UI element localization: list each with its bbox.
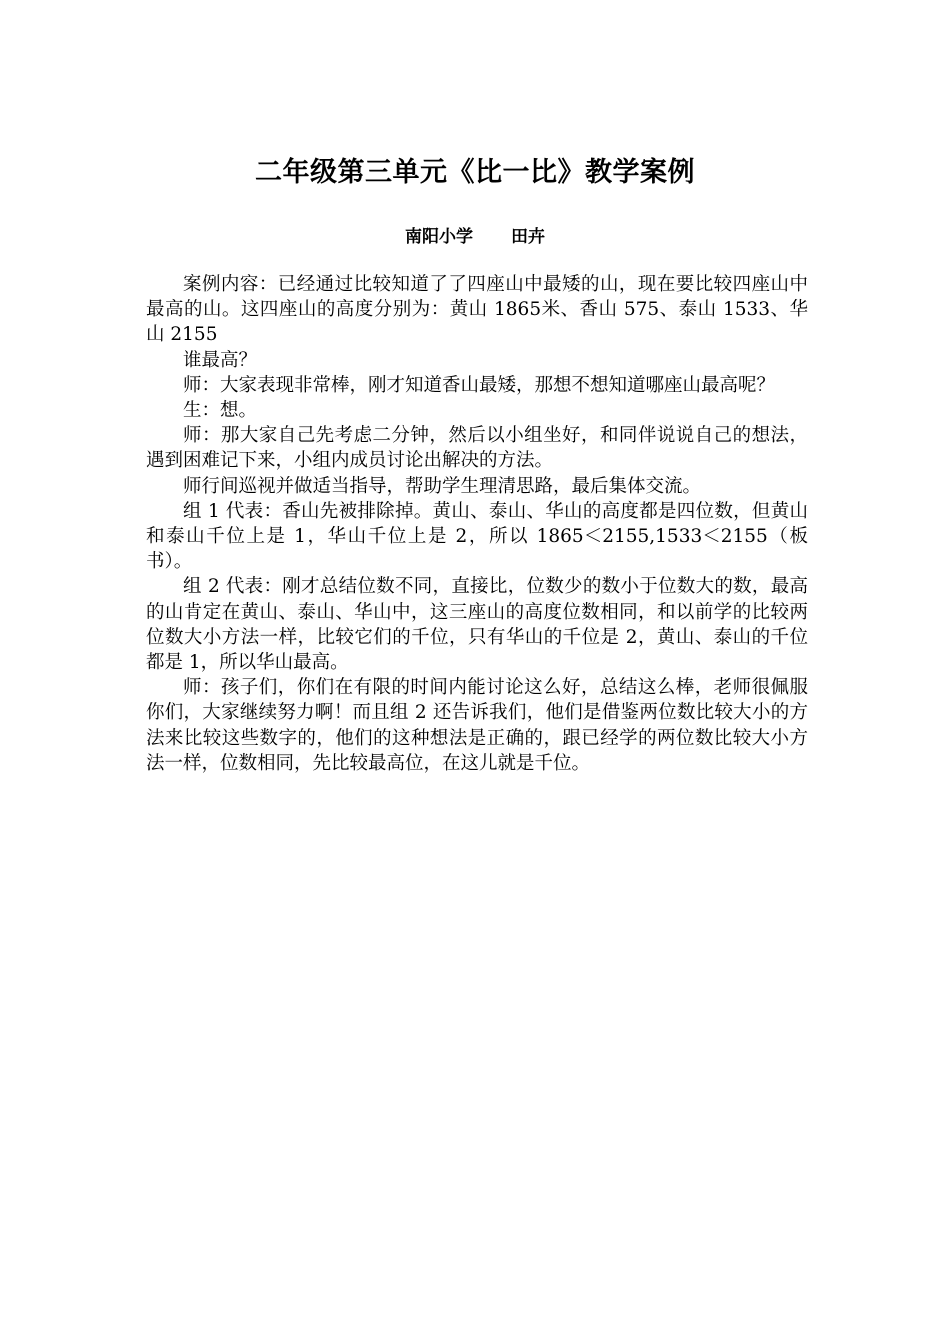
document-body	[146, 272, 808, 776]
paragraph-teacher-1: 师：大家表现非常棒，刚才知道香山最矮，那想不想知道哪座山最高呢？	[183, 374, 776, 396]
byline-author: 田卉	[511, 227, 545, 247]
document-title: 二年级第三单元《比一比》教学案例	[255, 157, 695, 188]
paragraph-teacher-3: 师行间巡视并做适当指导，帮助学生理清思路，最后集体交流。	[183, 475, 702, 497]
paragraph-case-content: 案例内容：已经通过比较知道了了四座山中最矮的山，现在要比较四座山中最高的山。这四座山的高度分别为：黄山 1865米、香山 575、泰山 1533、华山 2155	[146, 274, 808, 346]
paragraph-question: 谁最高？	[183, 349, 258, 371]
byline	[0, 224, 950, 250]
paragraph-group-1: 组 1 代表：香山先被排除掉。黄山、泰山、华山的高度都是四位数，但黄山和泰山千位上是 1，华山千位上是 2，所以 1865＜2155,1533＜2155（板书）。	[146, 500, 808, 573]
paragraph-student: 生：想。	[183, 400, 258, 422]
paragraph-group-2: 组 2 代表：刚才总结位数不同，直接比，位数少的数小于位数大的数，最高的山肯定在黄山、泰山、华山中，这三座山的高度位数相同，和以前学的比较两位数大小方法一样，比较它们的千位，只有华山的千位是 2，黄山、泰山的千位都是 1，所以华山最高。	[146, 576, 808, 674]
byline-school: 南阳小学	[405, 227, 473, 247]
paragraph-teacher-2: 师：那大家自己先考虑二分钟，然后以小组坐好，和同伴说说自己的想法，遇到困难记下来，小组内成员讨论出解决的方法。	[146, 425, 808, 472]
paragraph-teacher-4: 师：孩子们，你们在有限的时间内能讨论这么好，总结这么棒，老师很佩服你们，大家继续努力啊！而且组 2 还告诉我们，他们是借鉴两位数比较大小的方法来比较这些数字的，他们的这种想法是正确的，跟已经学的两位数比较大小方法一样，位数相同，先比较最高位，在这儿就是千位。	[146, 677, 808, 774]
